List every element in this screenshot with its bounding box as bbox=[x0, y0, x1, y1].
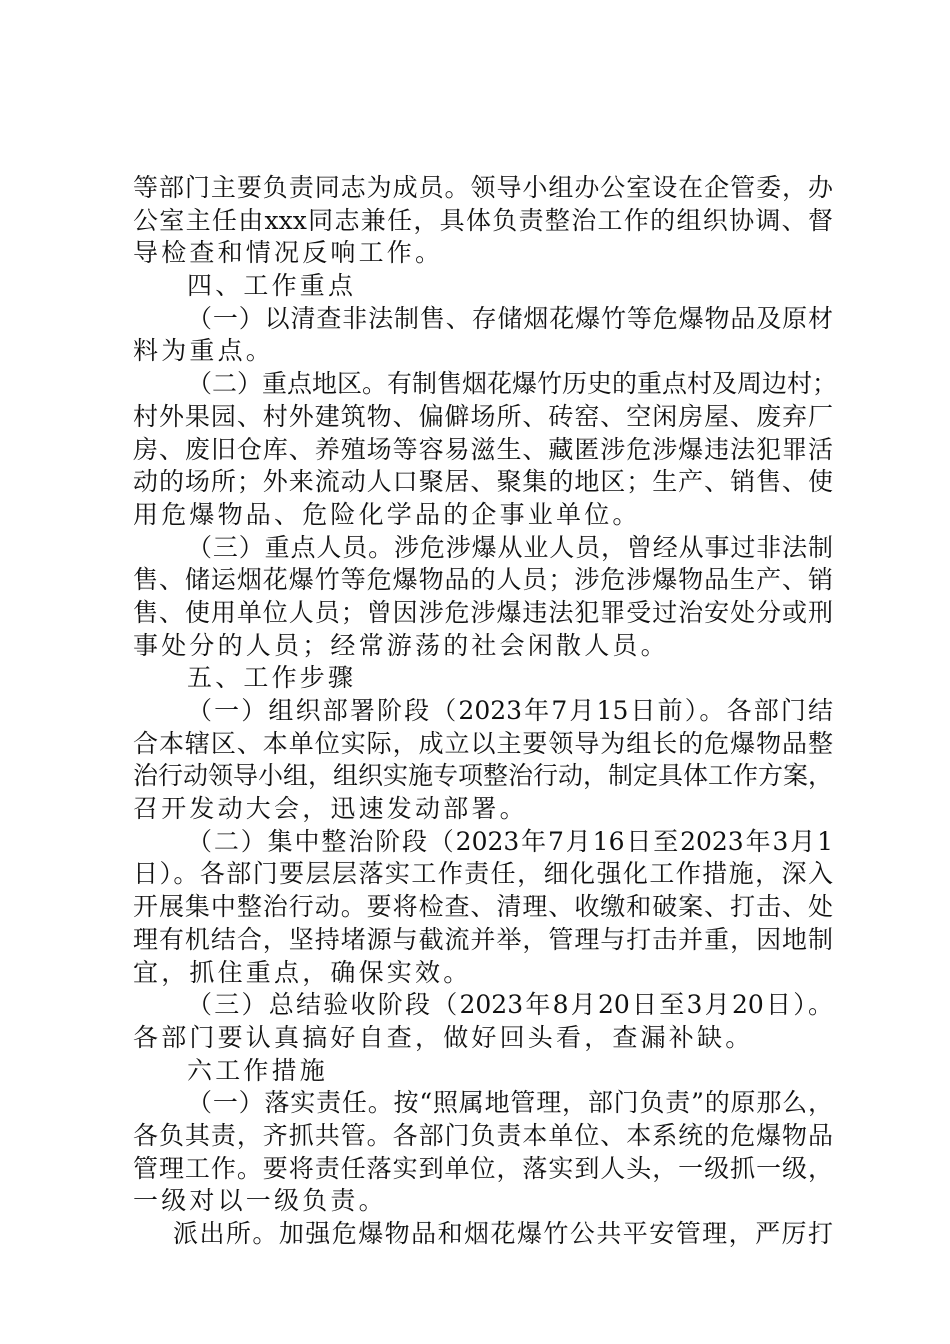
text-line: 治行动领导小组，组织实施专项整治行动，制定具体工作方案， bbox=[133, 761, 834, 791]
text-line: 导检查和情况反响工作。 bbox=[133, 238, 444, 268]
text-line: （二）重点地区。有制售烟花爆竹历史的重点村及周边村； bbox=[187, 369, 838, 399]
text-line: 合本辖区、本单位实际，成立以主要领导为组长的危爆物品整 bbox=[133, 728, 833, 758]
text-line: （一）组织部署阶段（2023年7月15日前）。各部门结 bbox=[187, 696, 833, 725]
text-line: 日）。各部门要层层落实工作责任，细化强化工作措施，深入 bbox=[133, 859, 833, 889]
text-line: （一）落实责任。按“照属地管理，部门负责”的原那么， bbox=[187, 1088, 833, 1118]
text-line: 料为重点。 bbox=[133, 336, 275, 366]
text-line: 用危爆物品、危险化学品的企事业单位。 bbox=[133, 499, 641, 529]
text-line: 各负其责，齐抓共管。各部门负责本单位、本系统的危爆物品 bbox=[133, 1120, 833, 1150]
text-line: 售、储运烟花爆竹等危爆物品的人员；涉危涉爆物品生产、销 bbox=[133, 565, 833, 595]
text-line: 派出所。加强危爆物品和烟花爆竹公共平安管理，严厉打 bbox=[173, 1219, 833, 1248]
text-line: 管理工作。要将责任落实到单位，落实到人头，一级抓一级， bbox=[133, 1153, 833, 1183]
text-line: 公室主任由xxx同志兼任，具体负责整治工作的组织协调、督 bbox=[133, 205, 833, 235]
text-line: 理有机结合，坚持堵源与截流并举，管理与打击并重，因地制 bbox=[133, 924, 833, 954]
text-line: 各部门要认真搞好自查，做好回头看，查漏补缺。 bbox=[133, 1022, 754, 1052]
text-line: （二）集中整治阶段（2023年7月16日至2023年3月1 bbox=[187, 826, 833, 856]
text-line: （一）以清查非法制售、存储烟花爆竹等危爆物品及原材 bbox=[187, 303, 833, 333]
text-line: 等部门主要负责同志为成员。领导小组办公室设在企管委，办 bbox=[133, 173, 833, 202]
text-line: （三）重点人员。涉危涉爆从业人员，曾经从事过非法制 bbox=[187, 532, 833, 562]
text-line: （三）总结验收阶段（2023年8月20日至3月20日）。 bbox=[187, 990, 833, 1020]
text-line: 动的场所；外来流动人口聚居、聚集的地区；生产、销售、使 bbox=[133, 467, 833, 497]
text-line: 一级对以一级负责。 bbox=[133, 1186, 387, 1216]
section-heading: 四、工作重点 bbox=[187, 271, 357, 301]
text-line: 事处分的人员；经常游荡的社会闲散人员。 bbox=[133, 630, 669, 660]
text-line: 宜，抓住重点，确保实效。 bbox=[133, 957, 472, 987]
text-line: 售、使用单位人员；曾因涉危涉爆违法犯罪受过治安处分或刑 bbox=[133, 597, 833, 627]
text-line: 房、废旧仓库、养殖场等容易滋生、藏匿涉危涉爆违法犯罪活 bbox=[133, 434, 833, 464]
document-body bbox=[133, 172, 838, 1251]
text-line: 召开发动大会，迅速发动部署。 bbox=[133, 794, 528, 824]
text-line: 开展集中整治行动。要将检查、清理、收缴和破案、打击、处 bbox=[133, 892, 833, 922]
text-line: 村外果园、村外建筑物、偏僻场所、砖窑、空闲房屋、废弃厂 bbox=[133, 401, 833, 431]
section-heading: 六工作措施 bbox=[187, 1055, 329, 1085]
section-heading: 五、工作步骤 bbox=[187, 663, 357, 693]
